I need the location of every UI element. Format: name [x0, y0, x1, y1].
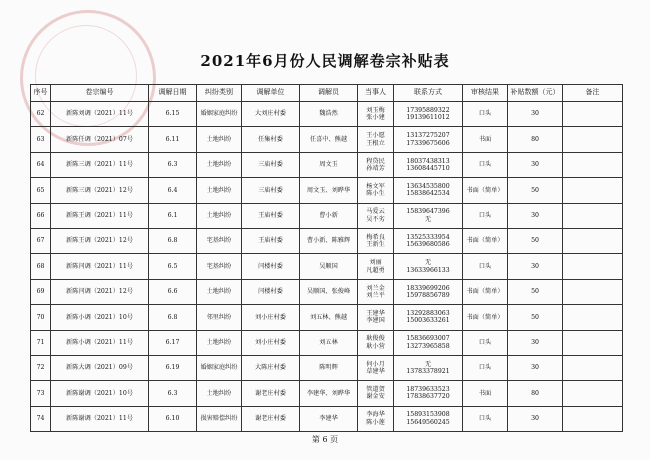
row-number: 62: [31, 102, 51, 127]
row-number: 64: [31, 152, 51, 177]
review-result: 口头: [463, 102, 508, 127]
table-row: [31, 127, 623, 152]
header-cell: 调解单位: [242, 85, 300, 102]
mediation-date: 6.10: [149, 406, 197, 431]
contact-info: 无 13633966133: [394, 254, 463, 279]
table-row: [31, 305, 623, 330]
mediation-date: 6.3: [149, 381, 197, 406]
case-number: 新陈谢调（2021）10号: [51, 381, 149, 406]
header-cell: 纠纷类别: [197, 85, 242, 102]
dispute-type: 土地纠纷: [197, 203, 242, 228]
review-result: 书面（简单）: [463, 305, 508, 330]
table-header-row: [31, 85, 623, 102]
row-number: 73: [31, 381, 51, 406]
parties: 梅希良 王新生: [358, 228, 394, 253]
remarks: [563, 228, 623, 253]
parties: 王建华 李建国: [358, 305, 394, 330]
subsidy-amount: 50: [508, 178, 563, 203]
review-result: 口头: [463, 152, 508, 177]
dispute-type: 宅基纠纷: [197, 254, 242, 279]
mediator: 曹小新、陈雅辉: [300, 228, 358, 253]
remarks: [563, 152, 623, 177]
subsidy-amount: 30: [508, 203, 563, 228]
mediator: 任喜中、熊越: [300, 127, 358, 152]
mediator: 曹小新: [300, 203, 358, 228]
remarks: [563, 127, 623, 152]
contact-info: 13634535800 15838642534: [394, 178, 463, 203]
parties: 杨文军 陈小生: [358, 178, 394, 203]
dispute-type: 土地纠纷: [197, 152, 242, 177]
mediation-unit: 三庙村委: [242, 178, 300, 203]
mediation-unit: 三庙村委: [242, 152, 300, 177]
case-number: 新陈王调（2021）11号: [51, 203, 149, 228]
row-number: 65: [31, 178, 51, 203]
contact-info: 18339699206 15978856789: [394, 279, 463, 304]
remarks: [563, 381, 623, 406]
dispute-type: 邻里纠纷: [197, 305, 242, 330]
review-result: 口头: [463, 355, 508, 380]
mediator: 李建华: [300, 406, 358, 431]
subsidy-amount: 50: [508, 279, 563, 304]
contact-info: 13137275207 17339675606: [394, 127, 463, 152]
row-number: 66: [31, 203, 51, 228]
parties: 马爱云 吴不劣: [358, 203, 394, 228]
review-result: 书面（简单）: [463, 228, 508, 253]
mediation-unit: 王庙村委: [242, 203, 300, 228]
case-number: 新陈三调（2021）11号: [51, 152, 149, 177]
case-number: 新陈小调（2021）11号: [51, 330, 149, 355]
contact-info: 13292883063 15003633261: [394, 305, 463, 330]
header-cell: 卷宗编号: [51, 85, 149, 102]
table-row: [31, 254, 623, 279]
case-number: 新陈闫调（2021）12号: [51, 279, 149, 304]
parties: 何小月 草建华: [358, 355, 394, 380]
contact-info: 15893153908 15649560245: [394, 406, 463, 431]
mediator: 魏浩然: [300, 102, 358, 127]
remarks: [563, 203, 623, 228]
mediation-date: 6.19: [149, 355, 197, 380]
dispute-type: 土地纠纷: [197, 279, 242, 304]
table-row: [31, 102, 623, 127]
row-number: 67: [31, 228, 51, 253]
review-result: 口头: [463, 254, 508, 279]
contact-info: 18037438313 13608445710: [394, 152, 463, 177]
review-result: 书面: [463, 127, 508, 152]
subsidy-amount: 80: [508, 127, 563, 152]
mediation-date: 6.17: [149, 330, 197, 355]
mediator: 吴顺国: [300, 254, 358, 279]
mediator: 刘五林、熊越: [300, 305, 358, 330]
subsidy-amount: 30: [508, 406, 563, 431]
review-result: 书面: [463, 381, 508, 406]
contact-info: 13525333954 15639680586: [394, 228, 463, 253]
remarks: [563, 178, 623, 203]
header-cell: 调解员: [300, 85, 358, 102]
review-result: 书面（简单）: [463, 178, 508, 203]
table-body: [31, 102, 623, 432]
case-number: 新陈三调（2021）12号: [51, 178, 149, 203]
table-row: [31, 406, 623, 431]
contact-info: 17395889322 19139611012: [394, 102, 463, 127]
case-number: 新陈谢调（2021）11号: [51, 406, 149, 431]
table-row: [31, 203, 623, 228]
mediation-date: 6.5: [149, 254, 197, 279]
header-cell: 当事人: [358, 85, 394, 102]
subsidy-amount: 30: [508, 254, 563, 279]
subsidy-amount: 30: [508, 102, 563, 127]
parties: 王小愿 王根立: [358, 127, 394, 152]
subsidy-table: [30, 84, 623, 432]
mediation-unit: 大刘庄村委: [242, 102, 300, 127]
table-row: [31, 178, 623, 203]
row-number: 72: [31, 355, 51, 380]
case-number: 新陈闫调（2021）11号: [51, 254, 149, 279]
case-number: 新陈王调（2021）12号: [51, 228, 149, 253]
subsidy-amount: 50: [508, 228, 563, 253]
row-number: 74: [31, 406, 51, 431]
mediation-unit: 任集村委: [242, 127, 300, 152]
subsidy-amount: 30: [508, 355, 563, 380]
dispute-type: 土地纠纷: [197, 178, 242, 203]
remarks: [563, 102, 623, 127]
row-number: 70: [31, 305, 51, 330]
parties: 刘兰金 刘兰平: [358, 279, 394, 304]
remarks: [563, 279, 623, 304]
review-result: 口头: [463, 330, 508, 355]
dispute-type: 土地纠纷: [197, 381, 242, 406]
header-cell: 序号: [31, 85, 51, 102]
mediator: 吴顺国、张俊峰: [300, 279, 358, 304]
review-result: 口头: [463, 203, 508, 228]
contact-info: 15839647396 无: [394, 203, 463, 228]
table-row: [31, 330, 623, 355]
review-result: 书面（简单）: [463, 279, 508, 304]
document-title: 2021年6月份人民调解卷宗补贴表: [200, 52, 450, 70]
mediator: 陈明辉: [300, 355, 358, 380]
header-cell: 联系方式: [394, 85, 463, 102]
contact-info: 18739633523 17838637720: [394, 381, 463, 406]
header-cell: 备注: [563, 85, 623, 102]
table-row: [31, 228, 623, 253]
remarks: [563, 406, 623, 431]
mediator: 刘五林: [300, 330, 358, 355]
mediation-unit: 大陈庄村委: [242, 355, 300, 380]
page-number: 第 6 页: [311, 435, 339, 444]
dispute-type: 土地纠纷: [197, 330, 242, 355]
dispute-type: 宅基纠纷: [197, 228, 242, 253]
review-result: 口头: [463, 406, 508, 431]
table-row: [31, 381, 623, 406]
parties: 程贷民 孙靖芳: [358, 152, 394, 177]
remarks: [563, 254, 623, 279]
subsidy-amount: 80: [508, 381, 563, 406]
mediation-unit: 刘小庄村委: [242, 305, 300, 330]
case-number: 新陈小调（2021）10号: [51, 305, 149, 330]
remarks: [563, 330, 623, 355]
remarks: [563, 355, 623, 380]
parties: 刘玉梅 张小建: [358, 102, 394, 127]
mediation-unit: 谢老庄村委: [242, 381, 300, 406]
mediation-date: 6.8: [149, 305, 197, 330]
mediation-unit: 刘小庄村委: [242, 330, 300, 355]
mediator: 周文玉: [300, 152, 358, 177]
contact-info: 15836693007 13273965858: [394, 330, 463, 355]
parties: 耿俊俊 耿小营: [358, 330, 394, 355]
header-cell: 调解日期: [149, 85, 197, 102]
mediation-date: 6.1: [149, 203, 197, 228]
subsidy-amount: 30: [508, 152, 563, 177]
dispute-type: 土地纠纷: [197, 127, 242, 152]
case-number: 新陈任调（2021）07号: [51, 127, 149, 152]
case-number: 新陈刘调（2021）11号: [51, 102, 149, 127]
table-row: [31, 152, 623, 177]
header-cell: 审核结果: [463, 85, 508, 102]
contact-info: 无 13783378921: [394, 355, 463, 380]
parties: 刘丽 凡超勇: [358, 254, 394, 279]
header-cell: 补贴数额（元）: [508, 85, 563, 102]
mediation-date: 6.11: [149, 127, 197, 152]
subsidy-amount: 50: [508, 305, 563, 330]
mediation-unit: 闫楼村委: [242, 279, 300, 304]
subsidy-amount: 30: [508, 330, 563, 355]
mediation-unit: 谢老庄村委: [242, 406, 300, 431]
remarks: [563, 305, 623, 330]
case-number: 新陈大调（2021）09号: [51, 355, 149, 380]
table-row: [31, 355, 623, 380]
mediation-date: 6.6: [149, 279, 197, 304]
dispute-type: 损害赔偿纠纷: [197, 406, 242, 431]
row-number: 63: [31, 127, 51, 152]
mediation-date: 6.3: [149, 152, 197, 177]
dispute-type: 婚姻家庭纠纷: [197, 355, 242, 380]
mediation-unit: 王庙村委: [242, 228, 300, 253]
dispute-type: 婚姻家庭纠纷: [197, 102, 242, 127]
mediation-date: 6.4: [149, 178, 197, 203]
mediation-date: 6.8: [149, 228, 197, 253]
table-row: [31, 279, 623, 304]
row-number: 68: [31, 254, 51, 279]
mediator: 周文玉、刘晔华: [300, 178, 358, 203]
row-number: 71: [31, 330, 51, 355]
parties: 李海华 陈小莲: [358, 406, 394, 431]
mediator: 李建华、刘晔华: [300, 381, 358, 406]
mediation-unit: 闫楼村委: [242, 254, 300, 279]
row-number: 69: [31, 279, 51, 304]
mediation-date: 6.15: [149, 102, 197, 127]
parties: 管道贺 谢金安: [358, 381, 394, 406]
